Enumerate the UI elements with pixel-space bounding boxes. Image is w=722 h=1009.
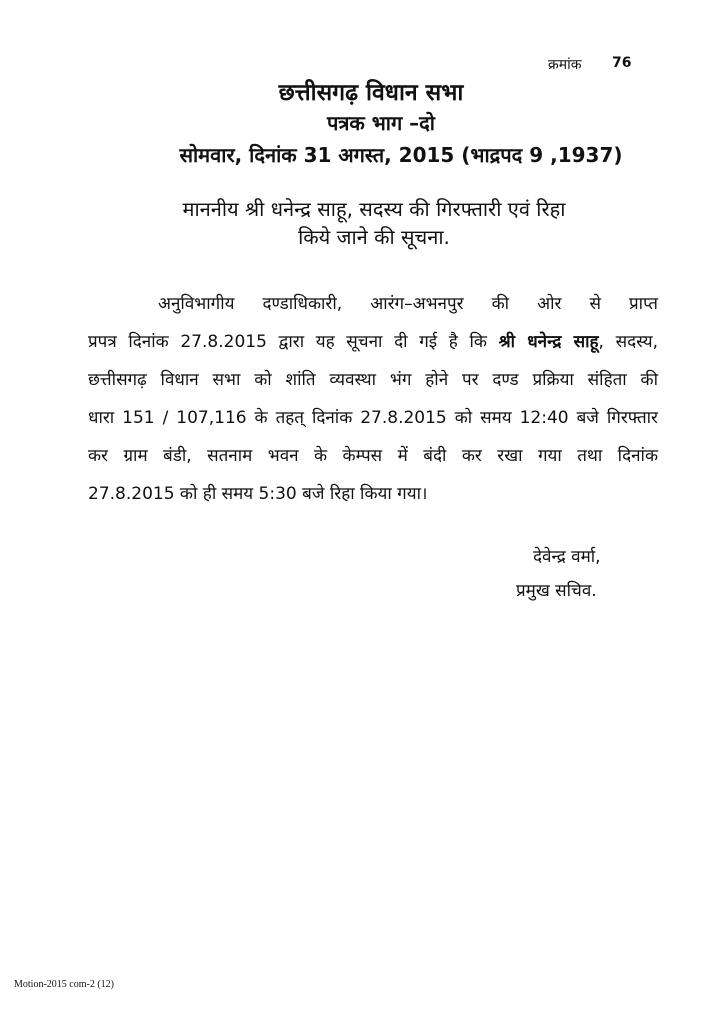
body-line-3: छत्तीसगढ़ विधान सभा को शांति व्यवस्था भंग होने पर दण्ड प्रक्रिया संहिता की bbox=[88, 370, 658, 390]
member-name: श्री धनेन्द्र साहू bbox=[498, 332, 599, 352]
bulletin-part: पत्रक भाग –दो bbox=[327, 111, 435, 135]
assembly-title: छत्तीसगढ़ विधान सभा bbox=[278, 80, 464, 106]
body-paragraph bbox=[88, 285, 658, 513]
serial-number: 76 bbox=[612, 55, 632, 71]
serial-number-label: क्रमांक bbox=[548, 57, 582, 73]
body-line-2 bbox=[88, 323, 658, 361]
subject-line-1: माननीय श्री धनेन्द्र साहू, सदस्य की गिरफ्तारी एवं रिहा bbox=[182, 197, 566, 221]
body-line-6: 27.8.2015 को ही समय 5:30 बजे रिहा किया गया। bbox=[88, 484, 428, 504]
date-line: सोमवार, दिनांक 31 अगस्त, 2015 (भाद्रपद 9 ,1937) bbox=[179, 143, 623, 167]
signatory-designation: प्रमुख सचिव. bbox=[516, 581, 597, 601]
footer-reference: Motion-2015 com-2 (12) bbox=[14, 979, 114, 990]
body-line-5: कर ग्राम बंडी, सतनाम भवन के केम्पस में बंदी कर रखा गया तथा दिनांक bbox=[88, 446, 658, 466]
body-line-2-post: , सदस्य, bbox=[598, 332, 658, 352]
signatory-name: देवेन्द्र वर्मा, bbox=[533, 547, 601, 567]
body-line-1: अनुविभागीय दण्डाधिकारी, आरंग–अभनपुर की ओर से प्राप्त bbox=[158, 294, 658, 314]
body-line-2-pre: प्रपत्र दिनांक 27.8.2015 द्वारा यह सूचना दी गई है कि bbox=[88, 332, 499, 352]
subject-line-2: किये जाने की सूचना. bbox=[298, 225, 450, 249]
body-line-4: धारा 151 / 107,116 के तहत् दिनांक 27.8.2015 को समय 12:40 बजे गिरफ्तार bbox=[88, 408, 658, 428]
